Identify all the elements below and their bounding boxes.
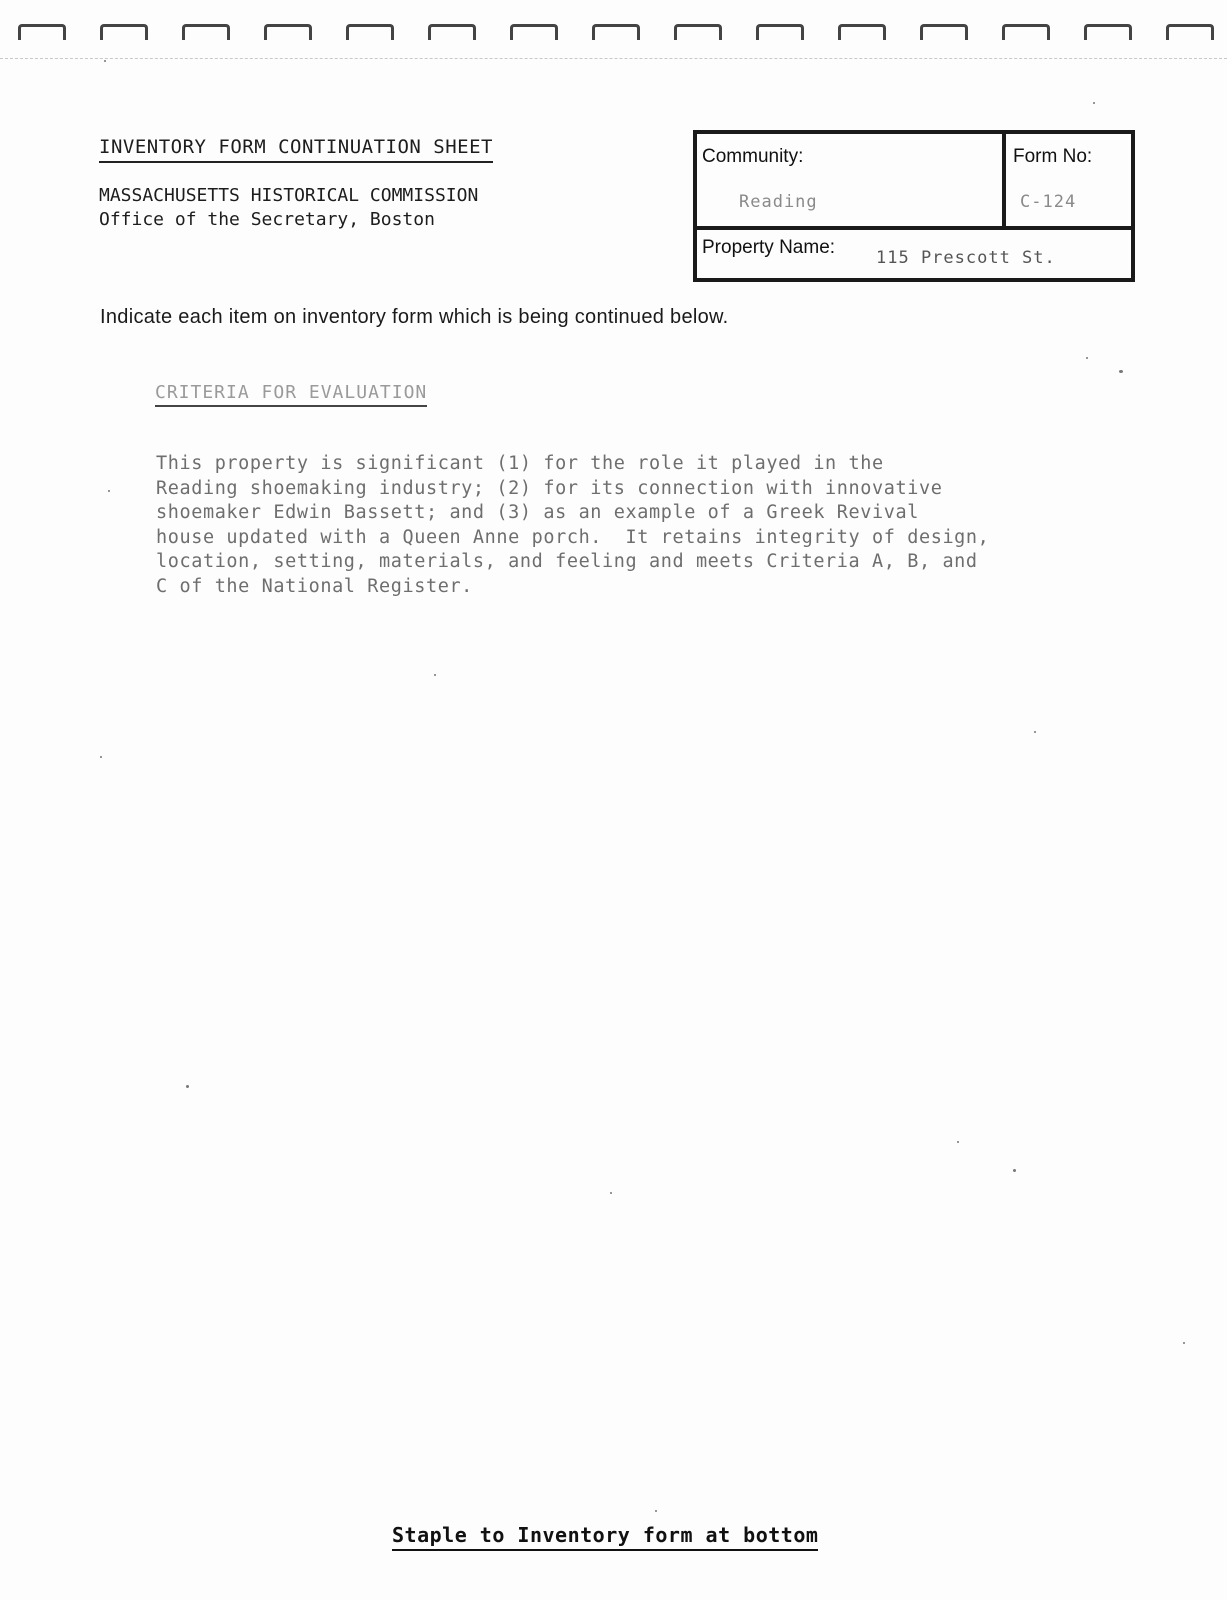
sheet-title: INVENTORY FORM CONTINUATION SHEET: [99, 136, 493, 163]
binder-tab: [1166, 24, 1214, 40]
scan-speck: [1183, 1342, 1185, 1344]
property-name-value: 115 Prescott St.: [876, 248, 1056, 268]
perforation-line: [0, 58, 1227, 59]
form-no-value: C-124: [1020, 192, 1077, 212]
binder-tab: [100, 24, 148, 40]
scan-speck: [1119, 370, 1123, 373]
binder-tab: [510, 24, 558, 40]
scan-speck: [1013, 1169, 1016, 1172]
scan-speck: [610, 1192, 612, 1194]
scan-speck: [1093, 102, 1095, 104]
binder-tab: [920, 24, 968, 40]
binder-tab: [756, 24, 804, 40]
paragraph-line: Reading shoemaking industry; (2) for its connection with innovative: [156, 477, 943, 499]
commission-office: Office of the Secretary, Boston: [99, 209, 435, 230]
scan-speck: [1034, 731, 1036, 733]
binder-tab: [592, 24, 640, 40]
paragraph-line: shoemaker Edwin Bassett; and (3) as an example of a Greek Revival: [156, 502, 919, 523]
paragraph-line: C of the National Register.: [156, 575, 473, 597]
binder-tab: [1084, 24, 1132, 40]
binder-tab: [838, 24, 886, 40]
binder-tab: [1002, 24, 1050, 40]
scan-speck: [434, 674, 436, 676]
commission-block: [99, 184, 478, 232]
community-value: Reading: [739, 192, 818, 212]
property-name-label: Property Name:: [702, 237, 836, 258]
staple-instruction: Staple to Inventory form at bottom: [392, 1523, 818, 1551]
scan-speck: [1086, 357, 1088, 359]
binder-tab: [18, 24, 66, 40]
paragraph-line: house updated with a Queen Anne porch. It retains integrity of design,: [156, 526, 990, 548]
binder-tab: [264, 24, 312, 40]
scan-speck: [655, 1510, 657, 1512]
scan-speck: [104, 60, 106, 62]
criteria-paragraph: [156, 452, 1156, 599]
binder-tab: [428, 24, 476, 40]
binder-tab: [182, 24, 230, 40]
scan-speck: [100, 756, 102, 758]
scan-speck: [108, 490, 110, 492]
scan-speck: [957, 1141, 959, 1143]
community-label: Community:: [702, 146, 804, 167]
binder-tab: [346, 24, 394, 40]
binder-tab: [674, 24, 722, 40]
scan-speck: [186, 1085, 189, 1088]
info-box-divider: [1002, 134, 1006, 230]
paragraph-line: This property is significant (1) for the role it played in the: [156, 453, 884, 474]
paragraph-line: location, setting, materials, and feeling and meets Criteria A, B, and: [156, 551, 978, 572]
form-no-label: Form No:: [1013, 146, 1093, 167]
instruction-text: Indicate each item on inventory form which is being continued below.: [100, 306, 729, 328]
community-info-box: [693, 130, 1135, 282]
binder-tabs: [18, 18, 1218, 44]
commission-name: MASSACHUSETTS HISTORICAL COMMISSION: [99, 185, 479, 206]
section-heading: CRITERIA FOR EVALUATION: [155, 382, 427, 407]
